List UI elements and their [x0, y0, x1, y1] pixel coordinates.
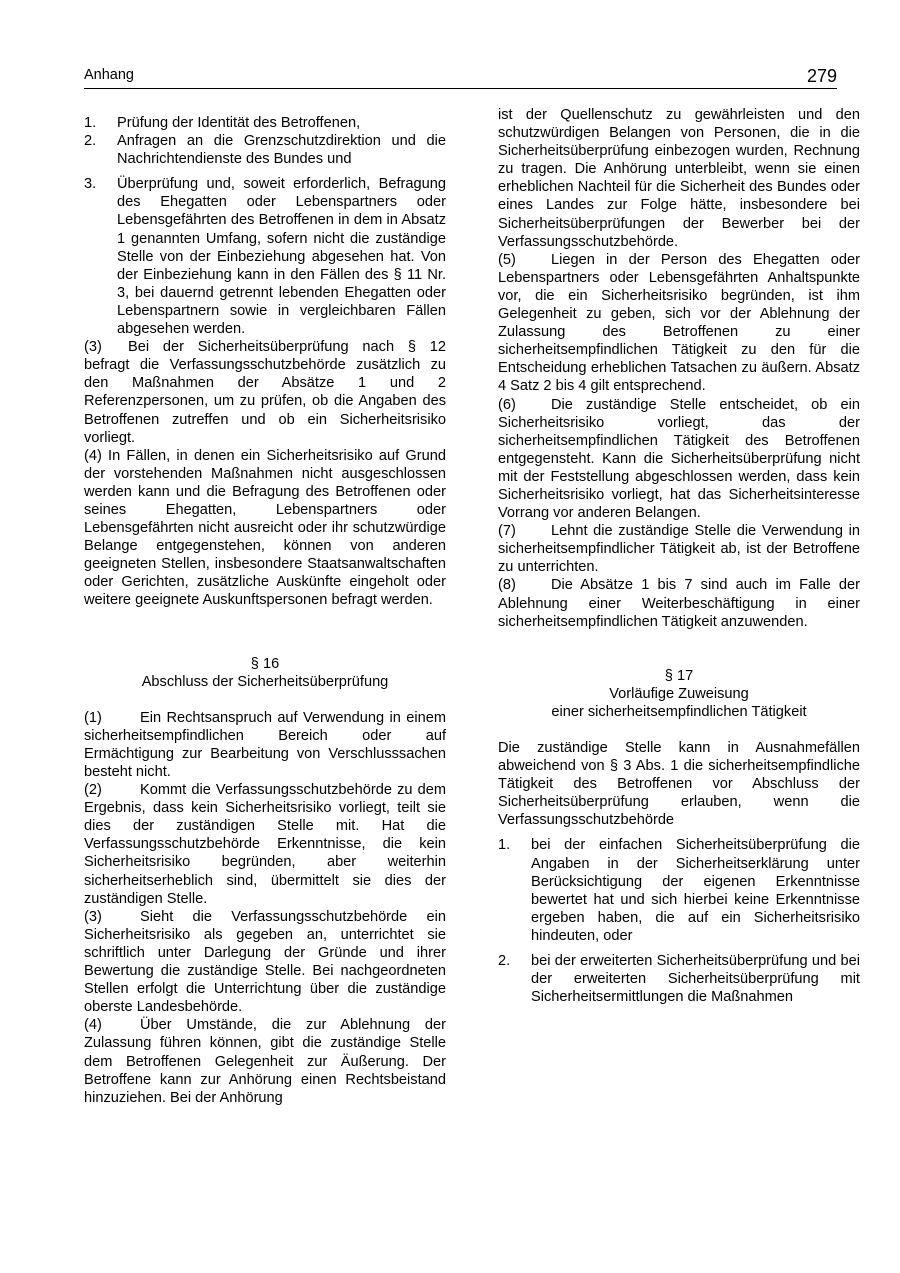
section-label: Anhang [84, 66, 134, 83]
right-column [498, 106, 860, 1006]
section-subtitle: einer sicherheitsempfindlichen Tätigkeit [551, 703, 807, 720]
paragraph: Die zuständige Stelle kann in Ausnahmefällen abweichend von § 3 Abs. 1 die sicherheitsempfindliche Tätigkeit des Betroffenen vor Abschluss der Sicherheitsüberprüfung erlauben, wenn die Verfassungsschutzbehörde [498, 740, 860, 829]
paragraph: (5) Liegen in der Person des Ehegatten oder Lebenspartners oder Lebensgefährten Anhaltspunkte vor, die ein Sicherheitsrisiko begründen, ist ihm Gelegenheit zu geben, sich vor der Ablehnung der Zulassung des Betroffenen zu einer sicherheitsempfindlichen Tätigkeit zu den für die Entscheidung erheblichen Tatsachen zu äußern. Absatz 4 Satz 2 bis 4 gilt entsprechend. [498, 251, 860, 395]
section-number: § 17 [664, 667, 694, 684]
paragraph: (4) Über Umstände, die zur Ablehnung der Zulassung führen können, gibt die zuständige Stelle dem Betroffenen Gelegenheit zur Äußerung. Der Betroffene kann zur Anhörung einen Rechtsbeistand hinzuziehen. Bei der Anhörung [84, 1017, 446, 1106]
paragraph: (6) Die zuständige Stelle entscheidet, ob ein Sicherheitsrisiko vorliegt, das der sicherheitsempfindlichen Tätigkeit des Betroffenen entgegensteht. Kann die Sicherheitsüberprüfung nicht mit der Feststellung abgeschlossen werden, dass kein Sicherheitsrisiko vorliegt, hat das Sicherheitsinteresse Vorrang vor anderen Belangen. [498, 396, 860, 522]
page-number: 279 [806, 65, 837, 86]
list-item: 1. bei der einfachen Sicherheitsüberprüfung die Angaben in der Sicherheitserklärung unter Berücksichtigung der eigenen Erkenntnisse bewertet hat und sich hierbei keine Erkenntnisse ergeben haben, die auf ein Sicherheitsrisiko hindeuten, oder [498, 837, 860, 944]
list-item: 2. bei der erweiterten Sicherheitsüberprüfung und bei der erweiterten Sicherheitsüberprüfung mit Sicherheitsermittlungen die Maßnahmen [498, 953, 860, 1006]
paragraph: ist der Quellenschutz zu gewährleisten und den schutzwürdigen Belangen von Personen, die in die Sicherheitsüberprüfung einbezogen wurden, Rechnung zu tragen. Die Anhörung unterbleibt, wenn sie einen erheblichen Nachteil für die Sicherheit des Bundes oder eines Landes zur Folge hätte, insbesondere bei Sicherheitsüberprüfungen der Bewerber bei der Verfassungsschutzbehörde. [498, 107, 860, 250]
left-column [84, 114, 446, 1107]
paragraph: (3) [84, 339, 102, 356]
paragraph: (8) Die Absätze 1 bis 7 sind auch im Falle der Ablehnung einer Weiterbeschäftigung in einer sicherheitsempfindlichen Tätigkeit anzuwenden. [498, 577, 860, 630]
section-title: Vorläufige Zuweisung [609, 685, 749, 702]
paragraph: (2) Kommt die Verfassungsschutzbehörde zu dem Ergebnis, dass kein Sicherheitsrisiko vorliegt, teilt sie dies der zuständigen Stelle mit. Hat die Verfassungsschutzbehörde Erkenntnisse, die kein Sicherheitsrisiko begründen, aber weiterhin sicherheitserheblich sind, übermittelt sie dies der zuständigen Stelle. [84, 782, 446, 907]
paragraph: Bei der Sicherheitsüberprüfung nach § 12 befragt die Verfassungsschutzbehörde zusätzlich zu den Maßnahmen der Absätze 1 und 2 Referenzpersonen, um zu prüfen, ob die Angaben des Betroffenen zutreffen und ob ein Sicherheitsrisiko vorliegt. [84, 339, 446, 446]
paragraph: (3) Sieht die Verfassungsschutzbehörde ein Sicherheitsrisiko als gegeben an, unterrichtet sie schriftlich unter Darlegung der Gründe und ihrer Bewertung die zuständige Stelle. Bei nachgeordneten Stellen erfolgt die Unterrichtung über die zuständige oberste Landesbehörde. [84, 908, 446, 1016]
list-item: 2. Anfragen an die Grenzschutzdirektion und die Nachrichtendienste des Bundes und [84, 133, 446, 168]
page-header [84, 62, 837, 89]
section-title: Abschluss der Sicherheitsüberprüfung [141, 673, 389, 690]
section-number: § 16 [250, 655, 280, 672]
list-item: 3. Überprüfung und, soweit erforderlich, Befragung des Ehegatten oder Lebenspartners oder Lebensgefährten des Betroffenen in dem in Absatz 1 genannten Umfang, sofern nicht die zuständige Stelle von der Einbeziehung abgesehen hat. Von der Einbeziehung kann in den Fällen des § 11 Nr. 3, bei dauernd getrennt lebenden Ehegatten oder Lebenspartnern sowie in vergleichbaren Fällen abgesehen werden. [84, 176, 446, 338]
paragraph: (4) In Fällen, in denen ein Sicherheitsrisiko auf Grund der vorstehenden Maßnahmen nicht ausgeschlossen werden kann und die Befragung des Betroffenen oder seines Ehegatten, Lebenspartners oder Lebensgefährten nicht ausreicht oder ihr schutzwürdige Belange entgegenstehen, können von anderen geeigneten Stellen, insbesondere Staatsanwaltschaften oder Gerichten, zusätzliche Auskünfte eingeholt oder weitere geeignete Auskunftspersonen befragt werden. [84, 447, 446, 609]
paragraph: (7) Lehnt die zuständige Stelle die Verwendung in sicherheitsempfindlicher Tätigkeit ab, ist der Betroffene zu unterrichten. [498, 523, 860, 576]
list-item: 1. Prüfung der Identität des Betroffenen, [84, 115, 361, 131]
paragraph: (1) Ein Rechtsanspruch auf Verwendung in einem sicherheitsempfindlichen Bereich oder auf Ermächtigung zur Bearbeitung von Verschlusssachen besteht nicht. [84, 709, 446, 780]
